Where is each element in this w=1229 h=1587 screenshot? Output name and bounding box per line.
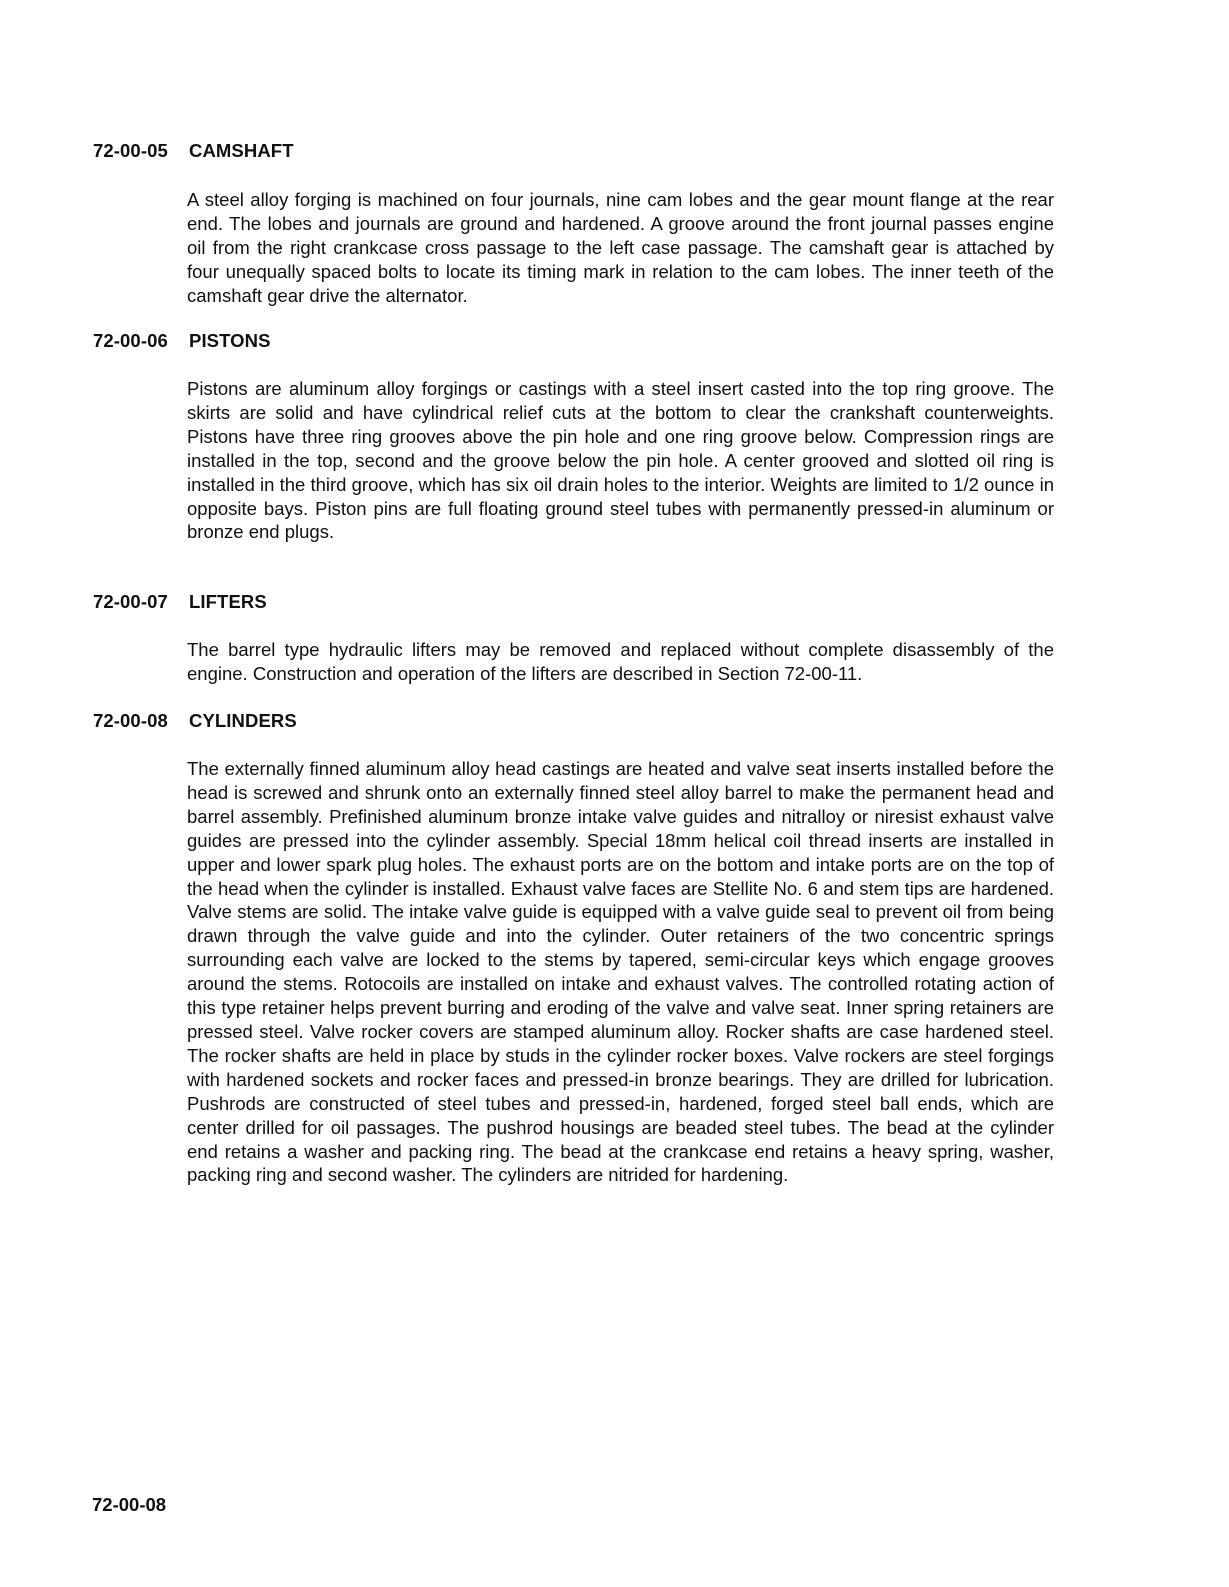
section-heading-cylinders xyxy=(93,710,297,732)
section-body-pistons: Pistons are aluminum alloy forgings or castings with a steel insert casted into the top ring groove. The skirts are solid and have cylindrical relief cuts at the bottom to clear the crankshaft counterweights. Pistons have three ring grooves above the pin hole and one ring groove below. Compression rings are installed in the top, second and the groove below the pin hole. A center grooved and slotted oil ring is installed in the third groove, which has six oil drain holes to the interior. Weights are limited to 1/2 ounce in opposite bays. Piston pins are full floating ground steel tubes with permanently pressed-in aluminum or bronze end plugs. xyxy=(187,378,1054,543)
section-heading-lifters xyxy=(93,591,267,613)
section-heading-pistons xyxy=(93,330,271,352)
section-number: 72-00-05 xyxy=(93,140,168,161)
section-heading-camshaft xyxy=(93,140,294,162)
section-number: 72-00-06 xyxy=(93,330,168,351)
section-body-lifters: The barrel type hydraulic lifters may be removed and replaced without complete disassembly of the engine. Construction and operation of the lifters are described in Section 72-00-11. xyxy=(187,639,1054,684)
section-body-cylinders: The externally finned aluminum alloy head castings are heated and valve seat inserts installed before the head is screwed and shrunk onto an externally finned steel alloy barrel to make the permanent head and barrel assembly. Prefinished aluminum bronze intake valve guides and nitralloy or niresist exhaust valve guides are pressed into the cylinder assembly. Special 18mm helical coil thread inserts are installed in upper and lower spark plug holes. The exhaust ports are on the bottom and intake ports are on the top of the head when the cylinder is installed. Exhaust valve faces are Stellite No. 6 and stem tips are hardened. Valve stems are solid. The intake valve guide is equipped with a valve guide seal to prevent oil from being drawn through the valve guide and into the cylinder. Outer retainers of the two concentric springs surrounding each valve are locked to the stems by tapered, semi-circular keys which engage grooves around the stems. Rotocoils are installed on intake and exhaust valves. The controlled rotating action of this type retainer helps prevent burring and eroding of the valve and valve seat. Inner spring retainers are pressed steel. Valve rocker covers are stamped aluminum alloy. Rocker shafts are case hardened steel. The rocker shafts are held in place by studs in the cylinder rocker boxes. Valve rockers are steel forgings with hardened sockets and rocker faces and pressed-in bronze bearings. They are drilled for lubrication. Pushrods are constructed of steel tubes and pressed-in, hardened, forged steel ball ends, which are center drilled for oil passages. The pushrod housings are beaded steel tubes. The bead at the cylinder end retains a washer and packing ring. The bead at the crankcase end retains a heavy spring, washer, packing ring and second washer. The cylinders are nitrided for hardening. xyxy=(187,758,1054,1186)
section-title: PISTONS xyxy=(189,330,271,351)
section-number: 72-00-08 xyxy=(93,710,168,731)
section-title: LIFTERS xyxy=(189,591,267,612)
section-number: 72-00-07 xyxy=(93,591,168,612)
section-body-camshaft: A steel alloy forging is machined on four journals, nine cam lobes and the gear mount flange at the rear end. The lobes and journals are ground and hardened. A groove around the front journal passes engine oil from the right crankcase cross passage to the left case passage. The camshaft gear is attached by four unequally spaced bolts to locate its timing mark in relation to the cam lobes. The inner teeth of the camshaft gear drive the alternator. xyxy=(187,189,1054,306)
section-title: CAMSHAFT xyxy=(189,140,294,161)
section-title: CYLINDERS xyxy=(189,710,297,731)
page-footer-id: 72-00-08 xyxy=(92,1494,167,1515)
